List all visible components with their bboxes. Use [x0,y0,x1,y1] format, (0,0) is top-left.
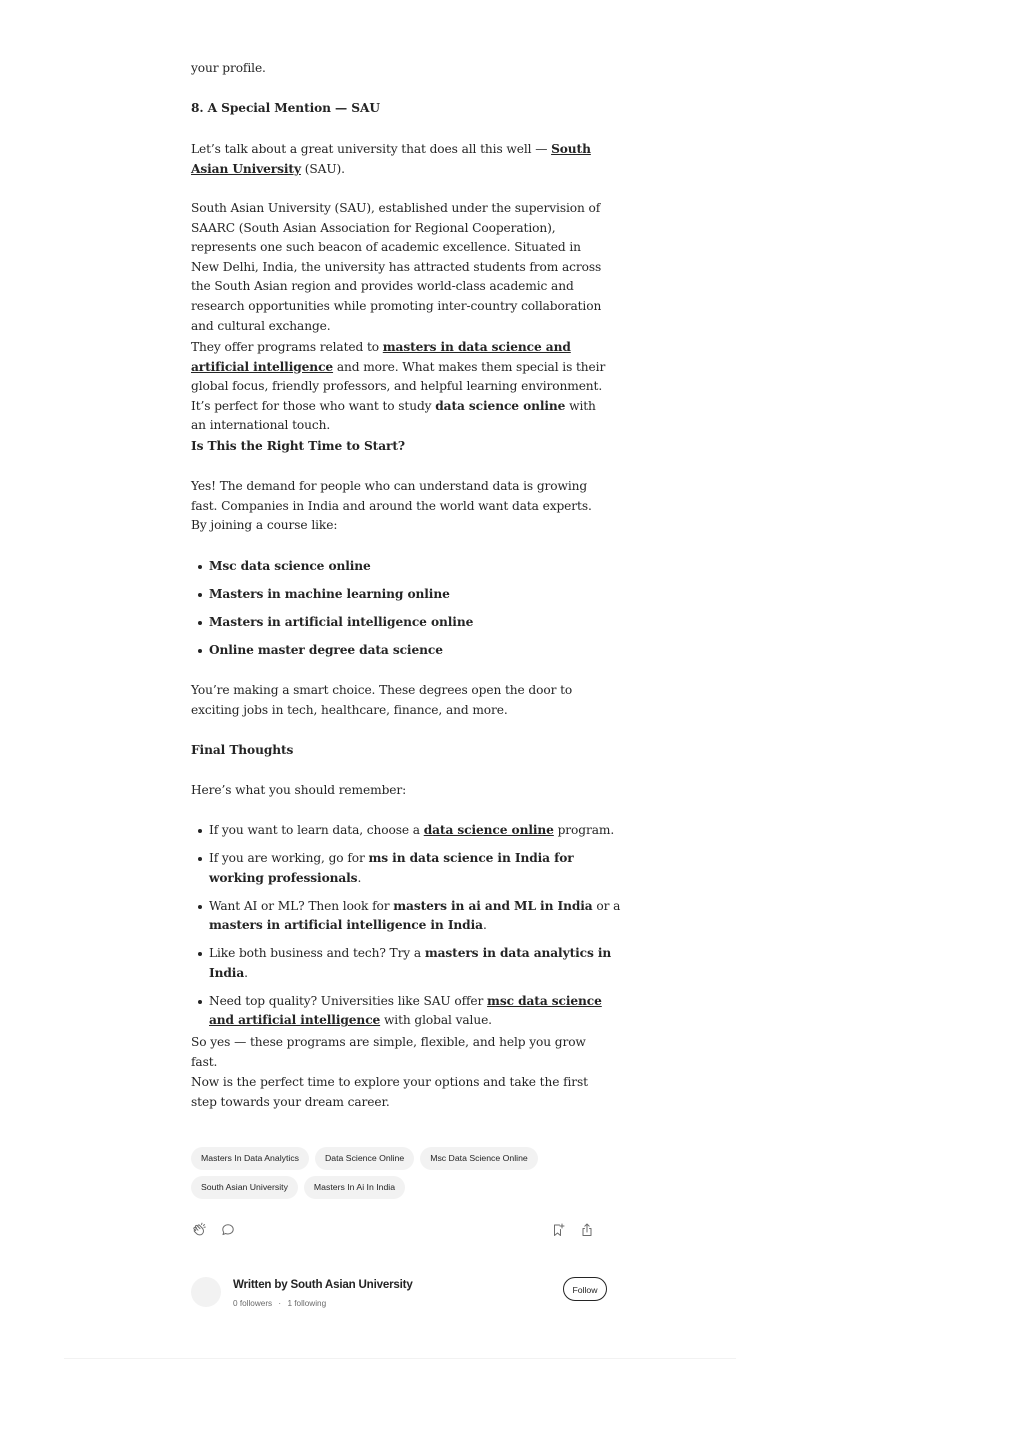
text-span: with an international touch. [191,398,596,433]
tag-row [191,1176,621,1199]
share-icon[interactable] [579,1222,595,1238]
comment-icon[interactable] [220,1222,236,1238]
text-span: or a [592,898,621,913]
bookmark-add-icon[interactable] [550,1222,566,1238]
text-span: Need top quality? Universities like SAU offer [209,993,488,1008]
clap-icon[interactable] [191,1222,207,1238]
heading-final-thoughts: Final Thoughts [191,743,294,757]
course-item: Masters in artificial intelligence online [209,614,474,629]
paragraph-about-sau: South Asian University (SAU), established under the supervision of SAARC (South Asian Association for Regional Cooperation), represents one such beacon of academic excellence. Situated in New Delhi, India, the university has attracted students from across the South Asian region and provides world-class academic and research opportunities while promoting inter-country collaboration and cultural exchange. [191,201,602,333]
bold-text: masters in artificial intelligence in India [209,918,483,933]
followers-count[interactable]: 0 followers [233,1299,273,1308]
text-span: Like both business and tech? Try a [209,946,425,961]
text-span: . [482,918,487,933]
author-meta [233,1299,326,1308]
list-item [209,557,629,577]
link-masters-ds-ai[interactable]: masters in data science and artificial intelligence [191,340,571,374]
text-span: Want AI or ML? Then look for [209,898,394,913]
heading-right-time: Is This the Right Time to Start? [191,439,405,453]
text-span: If you are working, go for [209,850,369,865]
text-span: with global value. [380,1013,492,1028]
course-list [191,557,629,661]
bold-text: ms in data science in India for working professionals [209,850,574,885]
bold-text: masters in data analytics in India [209,946,612,980]
paragraph-programs [191,338,611,436]
list-item [209,849,629,888]
tag-masters-in-ai-in-india[interactable]: Masters In Ai In India [304,1176,405,1199]
text-span: program. [553,823,615,837]
paragraph-profile: your profile. [191,61,266,75]
text-span: (SAU). [300,161,345,176]
text-span: They offer programs related to [191,340,383,354]
text-span: . [357,870,362,885]
text-span: and more. What makes them special is their global focus, friendly professors, and helpful learning environment. It’s perfect for those who want to study [191,359,606,413]
tag-list [191,1147,621,1205]
author-card [191,1276,611,1316]
paragraph-so-yes: So yes — these programs are simple, flexible, and help you grow fast. [191,1035,586,1069]
follow-button[interactable]: Follow [563,1277,607,1301]
article-actions [191,1222,599,1240]
meta-separator: · [278,1299,282,1308]
text-span: Let’s talk about a great university that does all this well — [191,142,552,156]
course-item: Msc data science online [209,559,371,573]
link-msc-ds-ai[interactable]: msc data science and artificial intelligence [209,993,602,1028]
course-item: Masters in machine learning online [209,586,450,601]
list-item [209,585,629,605]
list-item [209,992,629,1031]
footer-divider [64,1358,736,1359]
tag-south-asian-university[interactable]: South Asian University [191,1176,298,1199]
paragraph-smart-choice: You’re making a smart choice. These degrees open the door to exciting jobs in tech, healthcare, finance, and more. [191,683,573,717]
list-item [209,897,629,936]
list-item [209,641,629,661]
heading-special-mention: 8. A Special Mention — SAU [191,101,380,115]
paragraph-demand: Yes! The demand for people who can understand data is growing fast. Companies in India and around the world want data experts. By joining a course like: [191,479,592,533]
paragraph-intro [191,140,611,179]
text-span: If you want to learn data, choose a [209,823,424,837]
written-by-author[interactable]: Written by South Asian University [233,1278,413,1291]
following-count[interactable]: 1 following [287,1299,327,1308]
tag-masters-in-data-analytics[interactable]: Masters In Data Analytics [191,1147,309,1170]
list-item [209,613,629,633]
tips-list [191,821,629,1031]
list-item [209,821,629,841]
course-item: Online master degree data science [209,642,443,657]
link-data-science-online[interactable]: data science online [423,823,554,837]
avatar[interactable] [191,1277,221,1307]
paragraph-now: Now is the perfect time to explore your options and take the first step towards your dream career. [191,1075,588,1109]
list-item [209,944,629,983]
text-span: . [244,965,248,980]
tag-data-science-online[interactable]: Data Science Online [315,1147,414,1170]
bold-text: masters in ai and ML in India [393,898,593,913]
tag-msc-data-science-online[interactable]: Msc Data Science Online [420,1147,538,1170]
link-south-asian-university[interactable]: South Asian University [191,142,591,176]
bold-text: data science online [435,398,566,413]
paragraph-remember: Here’s what you should remember: [191,783,407,797]
tag-row [191,1147,621,1170]
